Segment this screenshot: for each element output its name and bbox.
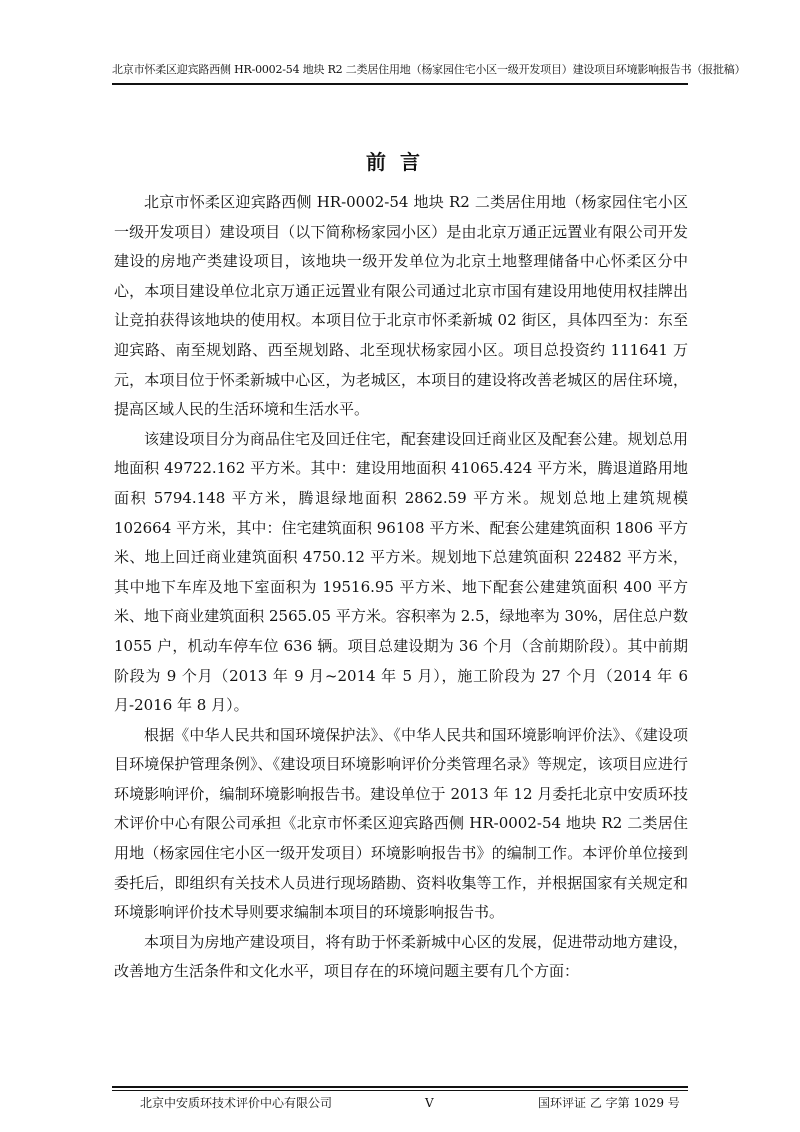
paragraph-environmental-issues: 本项目为房地产建设项目，将有助于怀柔新城中心区的发展，促进带动地方建设，改善地方生活条件和文化水平，项目存在的环境问题主要有几个方面： <box>114 932 688 981</box>
footer-divider-thick <box>112 1086 688 1088</box>
paragraph-project-scale: 该建设项目分为商品住宅及回迁住宅，配套建设回迁商业区及配套公建。规划总用地面积 49722.162 平方米。其中：建设用地面积 41065.424 平方米，腾退道路用地面积 5794.148 平方米，腾退绿地面积 2862.59 平方米。规划总地上建筑规模 102664 平方米，其中：住宅建筑面积 96108 平方米、配套公建建筑面积 1806 平方米、地上回迁商业建筑面积 4750.12 平方米。规划地下总建筑面积 22482 平方米，其中地下车库及地下室面积为 19516.95 平方米、地下配套公建建筑面积 400 平方米、地下商业建筑面积 2565.05 平方米。容积率为 2.5，绿地率为 30%，居住总户数 1055 户，机动车停车位 636 辆。项目总建设期为 36 个月（含前期阶段）。其中前期阶段为 9 个月（2013 年 9 月~2014 年 5 月），施工阶段为 27 个月（2014 年 6 月-2016 年 8 月）。 <box>114 429 688 715</box>
header-divider <box>112 83 688 85</box>
footer-divider-thin <box>112 1090 688 1091</box>
footer-certificate: 国环评证 乙 字第 1029 号 <box>538 1096 680 1110</box>
body-text <box>114 188 688 987</box>
running-header: 北京市怀柔区迎宾路西侧 HR-0002-54 地块 R2 二类居住用地（杨家园住宅小区一级开发项目）建设项目环境影响报告书（报批稿） <box>112 63 746 76</box>
footer-page-number: V <box>425 1096 434 1110</box>
paragraph-legal-basis: 根据《中华人民共和国环境保护法》、《中华人民共和国环境影响评价法》、《建设项目环境保护管理条例》、《建设项目环境影响评价分类管理名录》等规定，该项目应进行环境影响评价，编制环境影响报告书。建设单位于 2013 年 12 月委托北京中安质环技术评价中心有限公司承担《北京市怀柔区迎宾路西侧 HR-0002-54 地块 R2 二类居住用地（杨家园住宅小区一级开发项目）环境影响报告书》的编制工作。本评价单位接到委托后，即组织有关技术人员进行现场踏勘、资料收集等工作，并根据国家有关规定和环境影响评价技术导则要求编制本项目的环境影响报告书。 <box>114 725 688 922</box>
page-title: 前言 <box>366 150 434 174</box>
paragraph-project-overview: 北京市怀柔区迎宾路西侧 HR-0002-54 地块 R2 二类居住用地（杨家园住宅小区一级开发项目）建设项目（以下简称杨家园小区）是由北京万通正远置业有限公司开发建设的房地产类建设项目，该地块一级开发单位为北京土地整理储备中心怀柔区分中心，本项目建设单位北京万通正远置业有限公司通过北京市国有建设用地使用权挂牌出让竞拍获得该地块的使用权。本项目位于北京市怀柔新城 02 街区，具体四至为：东至迎宾路、南至规划路、西至规划路、北至现状杨家园小区。项目总投资约 111641 万元，本项目位于怀柔新城中心区，为老城区，本项目的建设将改善老城区的居住环境，提高区域人民的生活环境和生活水平。 <box>114 193 688 419</box>
footer-company: 北京中安质环技术评价中心有限公司 <box>140 1096 333 1110</box>
